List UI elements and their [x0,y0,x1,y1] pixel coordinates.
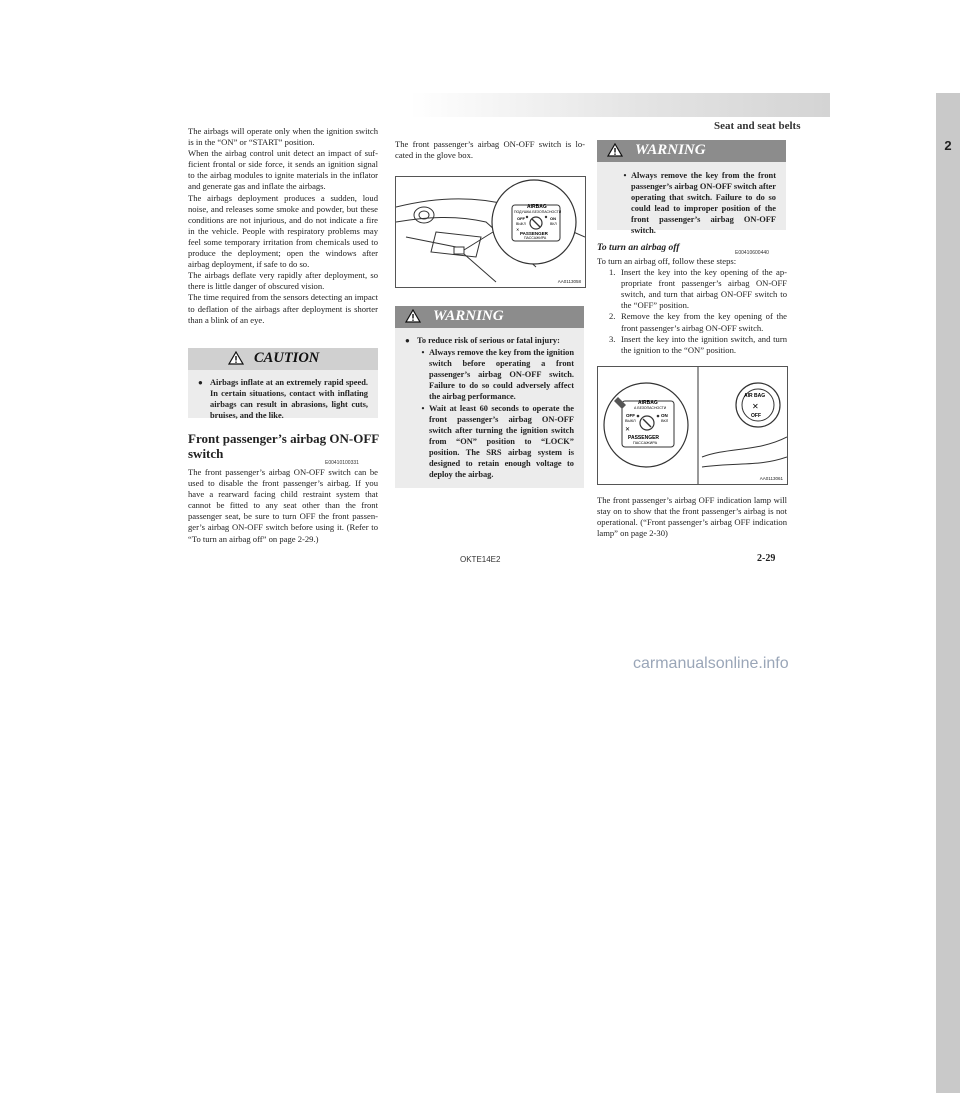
glove-box-illustration [396,177,585,287]
dot-icon: • [421,348,425,357]
switch-title: AIRBAG [638,400,658,406]
paragraph: The airbags deployment produces a sudden, loud noise, and releases some smoke and powder, but these conditions are not injurious, and do not indicate a fire in the vehicle. People with respiratory problems may feel some temporary irritation from chemicals used to produce the deployment; open the windows after airbag deployment, if safe to do so. [188,192,378,270]
chapter-number: 2 [944,138,952,153]
on-ru-label: ВКЛ [661,419,669,423]
off-label: OFF [626,413,635,418]
glove-box-intro [395,139,585,161]
round-lamp-off: OFF [751,413,761,419]
airbag-off-icon: ✕ [752,402,759,411]
paragraph: The time required from the sensors detecting an impact to deflation of the airbags after deployment is shorter than a blink of an eye. [188,292,378,325]
switch-subtitle: А БЕЗОПАСНОСТИ [634,406,667,410]
bullet-icon: ● [198,378,203,387]
doc-code: OKTE14E2 [460,555,501,564]
dot-icon: • [421,404,425,413]
chapter-tab [936,93,960,1093]
heading-code: E00410100331 [325,460,359,466]
passenger-ru-label: ПАССАЖИРА [633,441,658,445]
step-number: 1. [609,267,616,278]
switch-figure [597,366,788,485]
off-label: OFF [517,216,525,221]
step-text: Insert the key into the key opening of the appropriate front passenger’s airbag ON-OFF switch, and turn that airbag ON-OFF switch to the “OFF” position. [621,267,787,311]
step-item [597,311,787,333]
warning-box-2 [597,140,786,235]
glove-box-figure [395,176,586,288]
warning-title: WARNING [433,308,504,324]
passenger-label: PASSENGER [520,231,548,236]
passenger-label: PASSENGER [628,435,660,441]
paragraph: The front passenger’s airbag ON-OFF switch can be used to disable the front passenger’s airbag. If you have a rearward facing child restraint system that cannot be fitted to any seat other than the front passenger seat, be sure to turn OFF the front passenger’s airbag ON-OFF switch before using it. (Refer to “To turn an airbag off” on page 2-29.) [188,467,378,544]
switch-description [188,467,378,545]
step-text: Remove the key from the key opening of the front passenger’s airbag ON-OFF switch. [621,311,787,333]
watermark: carmanualsonline.info [633,655,789,672]
on-ru-label: ВКЛ [550,222,557,226]
steps-intro: To turn an airbag off, follow these steps: [597,256,737,266]
off-ru-label: ВЫКЛ [516,222,526,226]
caution-header [188,348,378,370]
child-seat-icon: ✕ [625,427,631,433]
section-heading: Front passenger’s airbag ON-OFF switch [188,431,379,461]
passenger-ru-label: ПАССАЖИРА [524,236,547,240]
page-number: 2-29 [757,553,776,564]
warning-item: Always remove the key from the ignition switch before operating a front passenger’s airbag ON-OFF switch. Failure to do so could adversely affect the airbag performance. [429,348,574,401]
caution-item: Airbags inflate at an extremely rapid speed. In certain situations, contact with inflating airbags can result in abrasions, light cuts, bruises, and the like. [210,378,368,420]
on-label: ON [661,413,668,418]
step-item [597,267,787,311]
off-ru-label: ВЫКЛ [625,419,636,423]
caution-body [188,370,378,431]
paragraph: The front passenger’s airbag OFF indication lamp will stay on to show that the front passenger’s airbag is not operational. (“Front passenger’s airbag OFF indication lamp” on page 2-30) [597,495,787,539]
warning-header [597,140,786,162]
warning-body [597,162,786,246]
warning-box [395,306,584,488]
on-label: ON [550,216,556,221]
caution-title: CAUTION [254,350,320,366]
paragraph: The airbags deflate very rapidly after deployment, so there is little danger of obscured vision. [188,270,378,292]
warning-body [395,328,584,490]
steps [597,256,787,356]
paragraph: The airbags will operate only when the ignition switch is in the “ON” or “START” position. [188,126,378,148]
warning-triangle-icon [607,143,623,157]
step-text: Insert the key into the ignition switch, and turn the ignition to the “ON” position. [621,333,787,355]
bullet-icon: ● [405,336,410,345]
figure-code: AA0113061 [759,476,783,481]
switch-title: AIRBAG [527,204,547,210]
indication-lamp-text [597,495,787,539]
figure-code: AA0113058 [557,279,581,284]
warning-title: WARNING [635,142,706,158]
section-title: Seat and seat belts [714,120,801,132]
dot-icon: • [623,171,627,180]
subheading: To turn an airbag off [597,243,680,253]
paragraph: When the airbag control unit detect an impact of sufficient frontal or side force, it sends an ignition signal to the airbag modules to ignite materials in the inflator and generate gas and inflate the airbags. [188,148,378,192]
header-band [410,93,830,117]
warning-triangle-icon [405,309,421,323]
subheading-code: E00410600440 [735,250,769,256]
caution-box [188,348,378,418]
column-1 [188,126,378,326]
step-number: 2. [609,311,616,322]
paragraph: The front passenger’s airbag ON-OFF switch is located in the glove box. [395,139,585,161]
step-number: 3. [609,333,616,344]
warning-item: Wait at least 60 seconds to operate the front passenger’s airbag ON-OFF switch after turning the ignition switch from “ON” position to “LOCK” position. The SRS airbag system is designed to retain enough voltage to deploy the airbag. [429,404,574,479]
warning-triangle-icon [228,351,244,365]
warning-lead: To reduce risk of serious or fatal injury: [417,336,560,345]
switch-subtitle: ПОДУШКА БЕЗОПАСНОСТИ [514,210,562,214]
warning-header [395,306,584,328]
child-seat-icon: ✕ [516,227,520,232]
switch-illustration [598,367,787,484]
warning-item: Always remove the key from the front passenger’s airbag ON-OFF switch after operating that switch. Failure to do so could lead to improper position of the front passenger’s airbag ON-OFF switch. [631,171,776,235]
step-item [597,334,787,356]
round-lamp-title: AIR BAG [744,393,766,399]
